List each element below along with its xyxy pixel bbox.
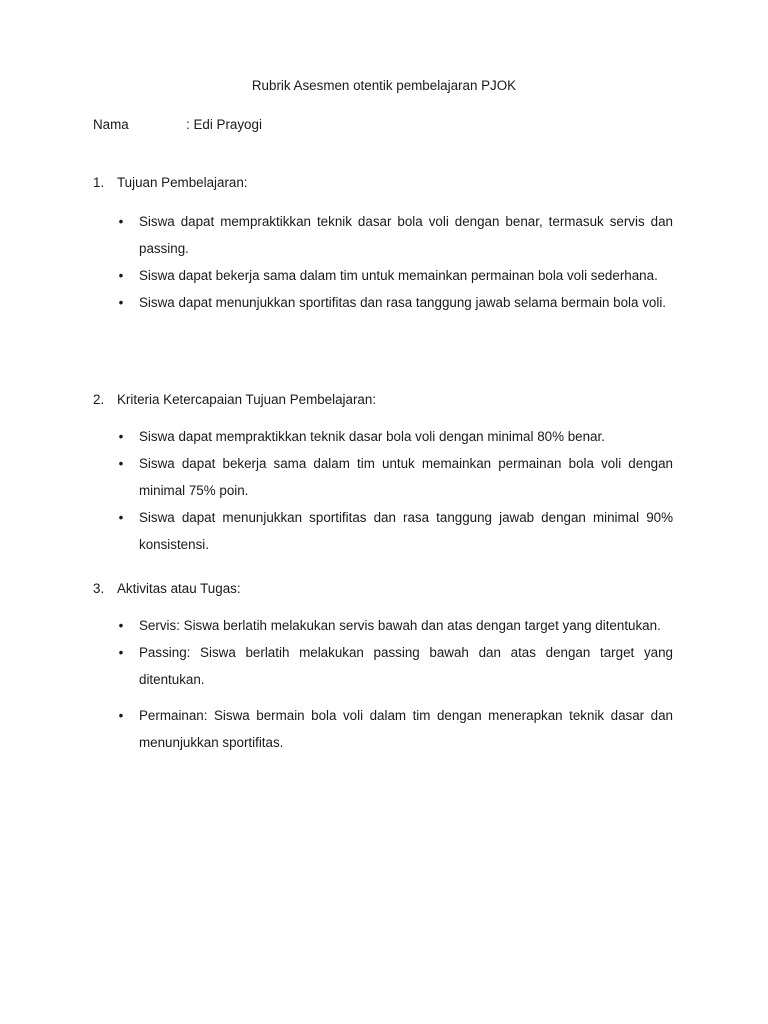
- section-heading: [93, 580, 673, 598]
- list-item: [93, 423, 673, 450]
- list-item: [93, 612, 673, 639]
- bullet-icon: •: [118, 708, 124, 723]
- bullet-list: [93, 423, 673, 558]
- bullet-icon: •: [118, 268, 124, 283]
- section-title: Kriteria Ketercapaian Tujuan Pembelajaran:: [117, 392, 377, 407]
- section-tujuan-pembelajaran: [93, 174, 673, 316]
- list-item-text: Siswa dapat menunjukkan sportifitas dan rasa tanggung jawab selama bermain bola voli.: [139, 295, 667, 310]
- list-item-text: Siswa dapat bekerja sama dalam tim untuk memainkan permainan bola voli sederhana.: [139, 268, 658, 283]
- section-heading: [93, 391, 673, 409]
- section-number: 3.: [93, 581, 105, 596]
- section-kriteria-ketercapaian: [93, 391, 673, 558]
- section-aktivitas-tugas: [93, 580, 673, 756]
- section-title: Tujuan Pembelajaran:: [117, 175, 248, 190]
- name-label: Nama: [93, 117, 129, 132]
- bullet-icon: •: [118, 214, 124, 229]
- list-item-text: Passing: Siswa berlatih melakukan passing bawah dan atas dengan target yang ditentukan.: [139, 645, 673, 687]
- list-item: [93, 450, 673, 504]
- name-value: : Edi Prayogi: [186, 117, 262, 132]
- list-item: [93, 262, 673, 289]
- section-title: Aktivitas atau Tugas:: [117, 581, 241, 596]
- section-heading: [93, 174, 673, 192]
- list-item: [93, 504, 673, 558]
- section-number: 2.: [93, 392, 105, 407]
- section-number: 1.: [93, 175, 105, 190]
- list-item-text: Siswa dapat mempraktikkan teknik dasar bola voli dengan benar, termasuk servis dan passing.: [139, 214, 673, 256]
- bullet-icon: •: [118, 618, 124, 633]
- bullet-icon: •: [118, 456, 124, 471]
- list-item-text: Siswa dapat mempraktikkan teknik dasar bola voli dengan minimal 80% benar.: [139, 429, 605, 444]
- bullet-list: [93, 208, 673, 316]
- list-item: [93, 639, 673, 693]
- bullet-icon: •: [118, 429, 124, 444]
- document-title: Rubrik Asesmen otentik pembelajaran PJOK: [251, 78, 517, 93]
- bullet-icon: •: [118, 510, 124, 525]
- list-item-text: Siswa dapat menunjukkan sportifitas dan rasa tanggung jawab dengan minimal 90% konsistensi.: [139, 510, 673, 552]
- list-item-text: Permainan: Siswa bermain bola voli dalam tim dengan menerapkan teknik dasar dan menunjukkan sportifitas.: [139, 708, 673, 750]
- list-item: [93, 702, 673, 756]
- name-row: [93, 116, 262, 134]
- bullet-icon: •: [118, 295, 124, 310]
- list-item-text: Servis: Siswa berlatih melakukan servis bawah dan atas dengan target yang ditentukan.: [139, 618, 661, 633]
- list-item: [93, 208, 673, 262]
- list-item-text: Siswa dapat bekerja sama dalam tim untuk memainkan permainan bola voli dengan minimal 75% poin.: [139, 456, 673, 498]
- bullet-icon: •: [118, 645, 124, 660]
- bullet-list: [93, 612, 673, 756]
- list-item: [93, 289, 673, 316]
